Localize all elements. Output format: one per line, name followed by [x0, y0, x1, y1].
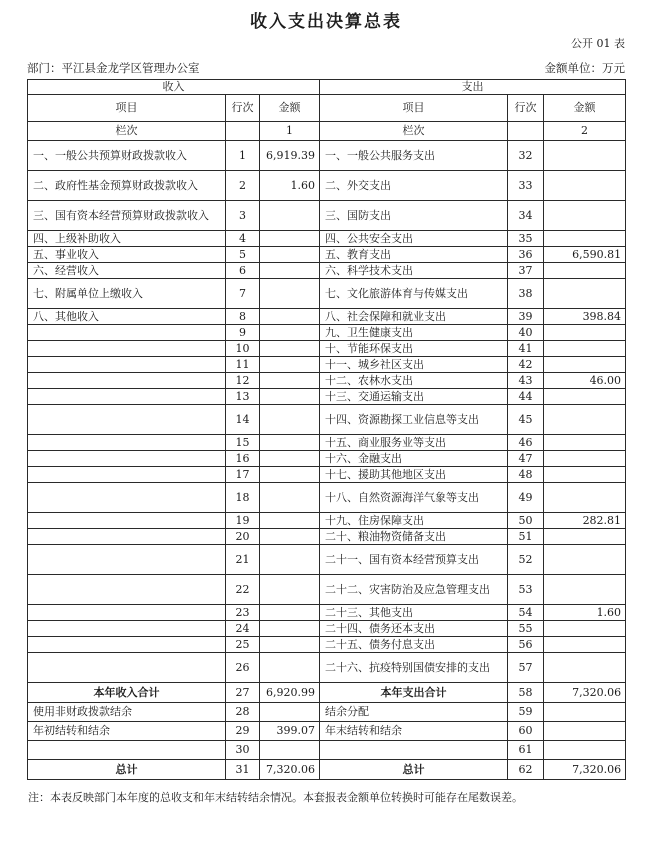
expense-index-label: 栏次	[320, 122, 508, 141]
table-row	[28, 263, 626, 279]
expense-item-cell: 二十二、灾害防治及应急管理支出	[320, 575, 508, 605]
table-code: 公开 01 表	[571, 37, 625, 50]
expense-line-cell: 58	[508, 683, 544, 703]
expense-amount-cell	[544, 637, 626, 653]
expense-line-cell: 43	[508, 373, 544, 389]
income-amount-cell: 1.60	[260, 171, 320, 201]
income-amount-cell	[260, 545, 320, 575]
income-amount-cell	[260, 247, 320, 263]
income-amount-cell	[260, 309, 320, 325]
income-amount-cell	[260, 263, 320, 279]
expense-line-cell: 51	[508, 529, 544, 545]
expense-line-cell: 52	[508, 545, 544, 575]
income-line-cell: 15	[226, 435, 260, 451]
income-amount-cell	[260, 325, 320, 341]
income-amount-cell: 399.07	[260, 722, 320, 741]
income-line-cell: 2	[226, 171, 260, 201]
expense-amount-cell: 282.81	[544, 513, 626, 529]
expense-amount-cell	[544, 529, 626, 545]
expense-item-cell: 六、科学技术支出	[320, 263, 508, 279]
expense-line-cell: 36	[508, 247, 544, 263]
income-line-cell: 27	[226, 683, 260, 703]
table-row	[28, 760, 626, 780]
expense-line-cell: 32	[508, 141, 544, 171]
income-line-cell: 29	[226, 722, 260, 741]
expense-line-cell: 59	[508, 703, 544, 722]
expense-item-cell: 十三、交通运输支出	[320, 389, 508, 405]
expense-amount-cell	[544, 389, 626, 405]
table-row	[28, 435, 626, 451]
expense-item-cell: 四、公共安全支出	[320, 231, 508, 247]
table-row	[28, 451, 626, 467]
expense-col-index: 2	[544, 122, 626, 141]
page-title: 收入支出决算总表	[250, 12, 402, 32]
expense-item-cell: 年末结转和结余	[320, 722, 508, 741]
expense-item-cell: 二十五、债务付息支出	[320, 637, 508, 653]
income-line-cell: 12	[226, 373, 260, 389]
expense-line-cell: 33	[508, 171, 544, 201]
expense-line-cell: 49	[508, 483, 544, 513]
expense-item-cell: 十八、自然资源海洋气象等支出	[320, 483, 508, 513]
expense-amount-cell	[544, 279, 626, 309]
column-index-row	[28, 122, 626, 141]
expense-amount-cell	[544, 325, 626, 341]
income-line-cell: 5	[226, 247, 260, 263]
expense-line-cell: 46	[508, 435, 544, 451]
expense-item-cell: 十、节能环保支出	[320, 341, 508, 357]
expense-amount-cell	[544, 741, 626, 760]
income-line-cell: 1	[226, 141, 260, 171]
income-line-cell: 8	[226, 309, 260, 325]
income-amount-cell	[260, 405, 320, 435]
income-line-cell: 3	[226, 201, 260, 231]
expense-amount-cell	[544, 575, 626, 605]
expense-line-cell: 62	[508, 760, 544, 780]
expense-line-cell: 61	[508, 741, 544, 760]
table-row	[28, 483, 626, 513]
income-item-cell: 本年收入合计	[28, 683, 226, 703]
income-item-cell: 八、其他收入	[28, 309, 226, 325]
expense-line-cell: 56	[508, 637, 544, 653]
expense-amount-cell: 7,320.06	[544, 760, 626, 780]
income-amount-cell	[260, 357, 320, 373]
expense-item-cell: 二十、粮油物资储备支出	[320, 529, 508, 545]
expense-amount-cell	[544, 703, 626, 722]
expense-item-cell: 十六、金融支出	[320, 451, 508, 467]
expense-amount-cell	[544, 141, 626, 171]
expense-item-cell: 十四、资源勘探工业信息等支出	[320, 405, 508, 435]
expense-amount-cell	[544, 722, 626, 741]
expense-item-header: 项目	[320, 95, 508, 122]
expense-amount-cell: 398.84	[544, 309, 626, 325]
income-amount-cell: 6,919.39	[260, 141, 320, 171]
income-line-cell: 16	[226, 451, 260, 467]
income-item-cell	[28, 405, 226, 435]
income-amount-cell	[260, 467, 320, 483]
expense-amount-cell	[544, 467, 626, 483]
income-item-cell: 年初结转和结余	[28, 722, 226, 741]
table-row	[28, 405, 626, 435]
expense-item-cell: 二十三、其他支出	[320, 605, 508, 621]
income-item-cell: 五、事业收入	[28, 247, 226, 263]
expense-amount-cell: 7,320.06	[544, 683, 626, 703]
income-item-cell	[28, 653, 226, 683]
table-row	[28, 279, 626, 309]
expense-item-cell: 十一、城乡社区支出	[320, 357, 508, 373]
income-index-label: 栏次	[28, 122, 226, 141]
expense-line-cell: 50	[508, 513, 544, 529]
expense-item-cell: 七、文化旅游体育与传媒支出	[320, 279, 508, 309]
table-row	[28, 513, 626, 529]
table-row	[28, 141, 626, 171]
income-line-cell: 9	[226, 325, 260, 341]
income-item-header: 项目	[28, 95, 226, 122]
income-item-cell	[28, 545, 226, 575]
expense-amount-cell	[544, 483, 626, 513]
table-row	[28, 357, 626, 373]
expense-line-cell: 47	[508, 451, 544, 467]
expense-item-cell: 二十六、抗疫特别国债安排的支出	[320, 653, 508, 683]
expense-line-cell: 53	[508, 575, 544, 605]
expense-index-blank	[508, 122, 544, 141]
expense-amount-cell	[544, 263, 626, 279]
income-item-cell	[28, 621, 226, 637]
income-line-cell: 13	[226, 389, 260, 405]
income-amount-cell	[260, 389, 320, 405]
income-item-cell: 使用非财政拨款结余	[28, 703, 226, 722]
income-amount-header: 金额	[260, 95, 320, 122]
expense-line-header: 行次	[508, 95, 544, 122]
income-line-cell: 31	[226, 760, 260, 780]
income-amount-cell	[260, 621, 320, 637]
income-line-cell: 21	[226, 545, 260, 575]
expense-line-cell: 55	[508, 621, 544, 637]
expense-amount-cell	[544, 435, 626, 451]
income-line-cell: 26	[226, 653, 260, 683]
income-amount-cell	[260, 605, 320, 621]
table-body	[28, 141, 626, 780]
income-line-cell: 22	[226, 575, 260, 605]
section-header-row	[28, 80, 626, 95]
income-amount-cell	[260, 451, 320, 467]
expense-amount-cell	[544, 231, 626, 247]
expense-line-cell: 39	[508, 309, 544, 325]
income-amount-cell	[260, 231, 320, 247]
expense-amount-cell	[544, 653, 626, 683]
income-amount-cell	[260, 653, 320, 683]
income-item-cell: 三、国有资本经营预算财政拨款收入	[28, 201, 226, 231]
expense-item-cell: 总计	[320, 760, 508, 780]
table-row	[28, 605, 626, 621]
income-line-cell: 24	[226, 621, 260, 637]
expense-line-cell: 44	[508, 389, 544, 405]
table-row	[28, 341, 626, 357]
expense-amount-cell: 6,590.81	[544, 247, 626, 263]
table-row	[28, 741, 626, 760]
income-item-cell	[28, 467, 226, 483]
income-amount-cell	[260, 703, 320, 722]
expense-line-cell: 35	[508, 231, 544, 247]
expense-item-cell: 结余分配	[320, 703, 508, 722]
income-amount-cell	[260, 483, 320, 513]
income-line-cell: 4	[226, 231, 260, 247]
expense-amount-cell	[544, 451, 626, 467]
income-item-cell	[28, 513, 226, 529]
income-amount-cell: 7,320.06	[260, 760, 320, 780]
income-item-cell	[28, 435, 226, 451]
expense-item-cell: 八、社会保障和就业支出	[320, 309, 508, 325]
footnote: 注：本表反映部门本年度的总收支和年末结转结余情况。本套报表金额单位转换时可能存在尾数误差。	[28, 791, 523, 804]
table-row	[28, 637, 626, 653]
expense-line-cell: 60	[508, 722, 544, 741]
income-item-cell	[28, 341, 226, 357]
income-line-cell: 23	[226, 605, 260, 621]
expense-line-cell: 34	[508, 201, 544, 231]
expense-amount-cell	[544, 341, 626, 357]
income-line-cell: 28	[226, 703, 260, 722]
expense-line-cell: 42	[508, 357, 544, 373]
table-row	[28, 247, 626, 263]
column-header-row	[28, 95, 626, 122]
income-item-cell: 总计	[28, 760, 226, 780]
income-item-cell	[28, 389, 226, 405]
table-row	[28, 722, 626, 741]
expense-line-cell: 40	[508, 325, 544, 341]
expense-amount-header: 金额	[544, 95, 626, 122]
expense-item-cell: 二十四、债务还本支出	[320, 621, 508, 637]
income-item-cell	[28, 605, 226, 621]
expense-item-cell: 五、教育支出	[320, 247, 508, 263]
table-row	[28, 467, 626, 483]
table-row	[28, 703, 626, 722]
expense-item-cell	[320, 741, 508, 760]
income-amount-cell: 6,920.99	[260, 683, 320, 703]
income-item-cell: 七、附属单位上缴收入	[28, 279, 226, 309]
expense-amount-cell	[544, 545, 626, 575]
income-item-cell	[28, 451, 226, 467]
income-line-cell: 7	[226, 279, 260, 309]
income-amount-cell	[260, 373, 320, 389]
income-item-cell	[28, 529, 226, 545]
expense-section-header: 支出	[320, 80, 626, 95]
income-amount-cell	[260, 741, 320, 760]
table-row	[28, 373, 626, 389]
expense-line-cell: 38	[508, 279, 544, 309]
income-item-cell: 六、经营收入	[28, 263, 226, 279]
income-item-cell	[28, 575, 226, 605]
expense-line-cell: 37	[508, 263, 544, 279]
table-row	[28, 389, 626, 405]
income-item-cell	[28, 637, 226, 653]
income-line-cell: 11	[226, 357, 260, 373]
department-label: 部门：平江县金龙学区管理办公室	[27, 61, 200, 75]
income-amount-cell	[260, 201, 320, 231]
expense-item-cell: 一、一般公共服务支出	[320, 141, 508, 171]
expense-item-cell: 十七、援助其他地区支出	[320, 467, 508, 483]
expense-line-cell: 57	[508, 653, 544, 683]
income-amount-cell	[260, 279, 320, 309]
expense-item-cell: 十五、商业服务业等支出	[320, 435, 508, 451]
income-item-cell: 四、上级补助收入	[28, 231, 226, 247]
income-item-cell	[28, 357, 226, 373]
income-line-cell: 25	[226, 637, 260, 653]
expense-line-cell: 41	[508, 341, 544, 357]
income-section-header: 收入	[28, 80, 320, 95]
income-line-cell: 20	[226, 529, 260, 545]
table-row	[28, 231, 626, 247]
income-index-blank	[226, 122, 260, 141]
table-row	[28, 545, 626, 575]
expense-item-cell: 本年支出合计	[320, 683, 508, 703]
unit-label: 金额单位：万元	[544, 61, 625, 75]
meta-row	[27, 60, 625, 76]
income-line-cell: 17	[226, 467, 260, 483]
expense-line-cell: 48	[508, 467, 544, 483]
expense-amount-cell	[544, 621, 626, 637]
income-line-cell: 14	[226, 405, 260, 435]
income-line-header: 行次	[226, 95, 260, 122]
income-amount-cell	[260, 341, 320, 357]
income-line-cell: 19	[226, 513, 260, 529]
income-line-cell: 30	[226, 741, 260, 760]
income-amount-cell	[260, 575, 320, 605]
income-item-cell	[28, 483, 226, 513]
expense-item-cell: 二、外交支出	[320, 171, 508, 201]
expense-amount-cell	[544, 171, 626, 201]
expense-item-cell: 二十一、国有资本经营预算支出	[320, 545, 508, 575]
income-amount-cell	[260, 435, 320, 451]
table-row	[28, 653, 626, 683]
budget-summary-table	[27, 79, 626, 780]
expense-line-cell: 45	[508, 405, 544, 435]
table-row	[28, 621, 626, 637]
income-item-cell	[28, 741, 226, 760]
expense-amount-cell	[544, 357, 626, 373]
income-amount-cell	[260, 513, 320, 529]
table-row	[28, 683, 626, 703]
income-amount-cell	[260, 529, 320, 545]
expense-item-cell: 三、国防支出	[320, 201, 508, 231]
income-line-cell: 18	[226, 483, 260, 513]
income-item-cell	[28, 373, 226, 389]
income-col-index: 1	[260, 122, 320, 141]
income-item-cell: 一、一般公共预算财政拨款收入	[28, 141, 226, 171]
expense-item-cell: 十九、住房保障支出	[320, 513, 508, 529]
income-line-cell: 10	[226, 341, 260, 357]
table-row	[28, 309, 626, 325]
expense-item-cell: 十二、农林水支出	[320, 373, 508, 389]
expense-item-cell: 九、卫生健康支出	[320, 325, 508, 341]
table-row	[28, 201, 626, 231]
table-row	[28, 325, 626, 341]
income-line-cell: 6	[226, 263, 260, 279]
expense-amount-cell: 1.60	[544, 605, 626, 621]
income-item-cell: 二、政府性基金预算财政拨款收入	[28, 171, 226, 201]
table-row	[28, 575, 626, 605]
expense-line-cell: 54	[508, 605, 544, 621]
table-row	[28, 171, 626, 201]
income-item-cell	[28, 325, 226, 341]
table-row	[28, 529, 626, 545]
income-amount-cell	[260, 637, 320, 653]
expense-amount-cell: 46.00	[544, 373, 626, 389]
expense-amount-cell	[544, 405, 626, 435]
expense-amount-cell	[544, 201, 626, 231]
